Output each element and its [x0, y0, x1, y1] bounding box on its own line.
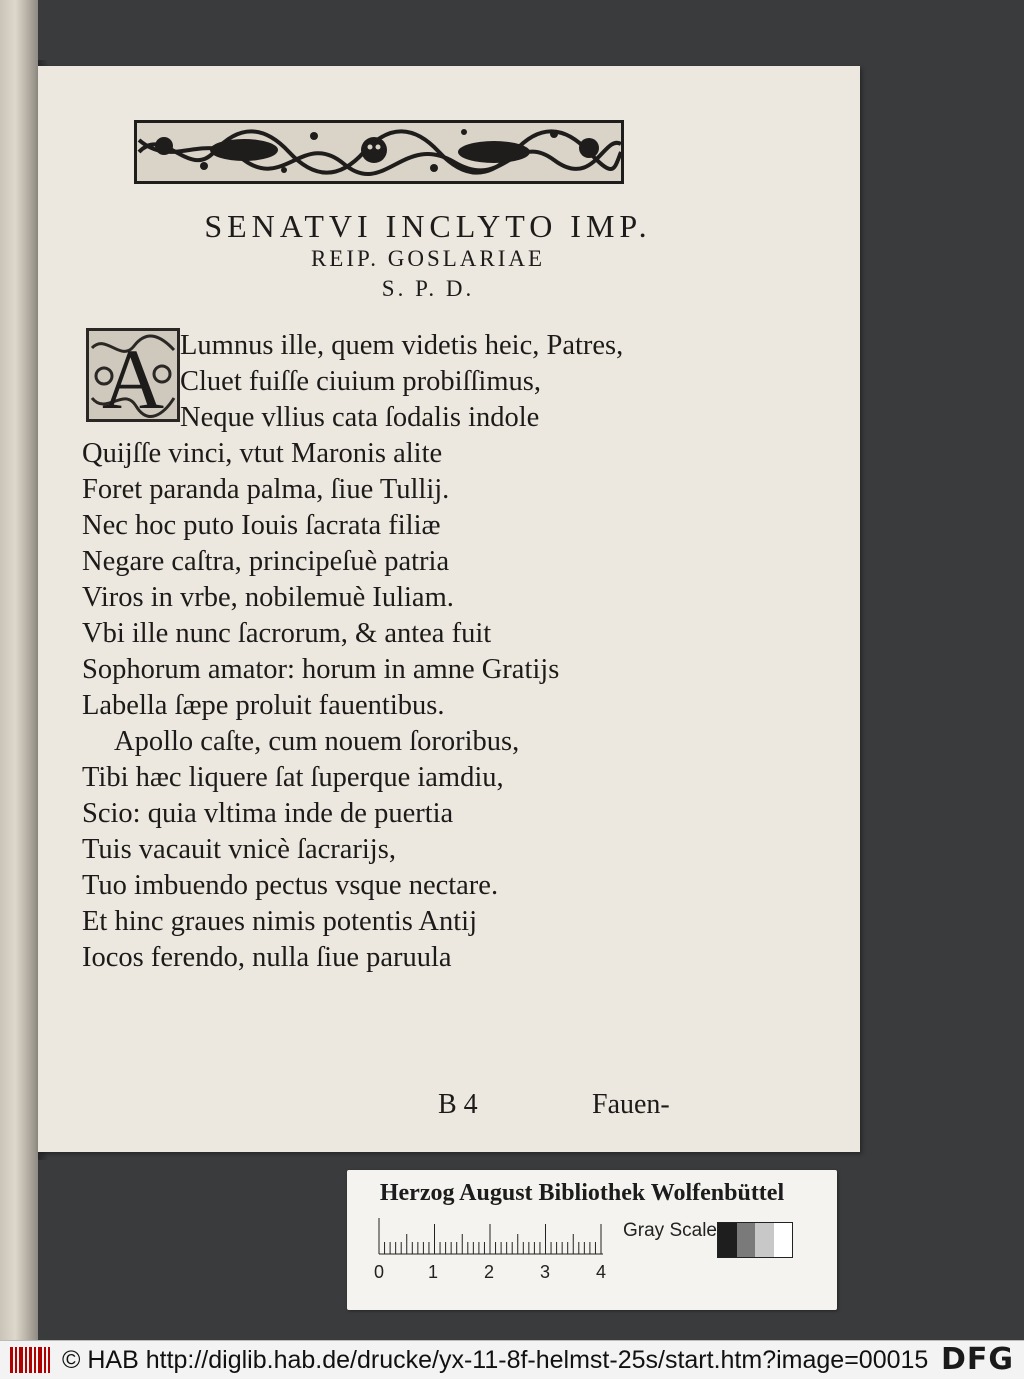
ruler-number: 0	[373, 1262, 385, 1282]
verse-line: Cluet fuiſſe ciuium probiſſimus,	[180, 366, 541, 397]
verse-line: Tuis vacauit vnicè ſacrarijs,	[82, 834, 396, 865]
verse-line: Iocos ferendo, nulla ſiue paruula	[82, 942, 452, 973]
verse-text	[38, 324, 860, 1004]
ruler-icon	[371, 1216, 611, 1296]
ruler-number: 1	[427, 1262, 439, 1282]
initial-letter: A	[101, 331, 165, 422]
verse-line: Lumnus ille, quem videtis heic, Patres,	[180, 330, 624, 361]
ruler-number: 3	[539, 1262, 551, 1282]
binding-edge	[0, 0, 38, 1340]
verse-line: Foret paranda palma, ſiue Tullij.	[82, 474, 450, 505]
verse-line: Quijſſe vinci, vtut Maronis alite	[82, 438, 443, 469]
gray-swatch	[755, 1223, 774, 1257]
heading-line-1: SENATVI INCLYTO IMP.	[204, 208, 652, 244]
gray-scale-swatches	[717, 1222, 793, 1258]
scale-card	[347, 1170, 837, 1310]
ruler-number: 4	[595, 1262, 607, 1282]
ornament-headpiece-icon	[134, 120, 624, 184]
verse-line: Et hinc graues nimis potentis Antij	[82, 906, 478, 937]
status-bar	[0, 1340, 1024, 1379]
verse-line: Negare caſtra, principeſuè patria	[82, 546, 450, 577]
verse-line: Sophorum amator: horum in amne Gratijs	[82, 654, 560, 685]
gray-scale-label: Gray Scale	[623, 1220, 717, 1241]
barcode-icon	[10, 1347, 50, 1373]
verse-line: Labella ſæpe proluit fauentibus.	[82, 690, 445, 721]
scanned-page	[38, 66, 860, 1152]
gray-swatch	[737, 1223, 756, 1257]
gray-swatch	[774, 1223, 793, 1257]
library-title: Herzog August Bibliothek Wolfenbüttel	[379, 1180, 785, 1206]
ruler-number: 2	[483, 1262, 495, 1282]
gray-swatch	[718, 1223, 737, 1257]
verse-line: Tuo imbuendo pectus vsque nectare.	[82, 870, 499, 901]
verse-line: Viros in vrbe, nobilemuè Iuliam.	[82, 582, 454, 613]
verse-line: Neque vllius cata ſodalis indole	[180, 402, 540, 433]
signature-mark: B 4	[438, 1089, 478, 1120]
verse-line: Scio: quia vltima inde de puertia	[82, 798, 454, 829]
verse-line: Apollo caſte, cum nouem ſororibus,	[114, 726, 520, 757]
heading-line-2: REIP. GOSLARIAE	[310, 246, 546, 271]
dfg-logo: DFG	[937, 1342, 1014, 1378]
catchword: Fauen-	[592, 1089, 670, 1120]
verse-line: Tibi hæc liquere ſat ſuperque iamdiu,	[82, 762, 504, 793]
heading-line-3: S. P. D.	[381, 276, 475, 301]
verse-line: Vbi ille nunc ſacrorum, & antea fuit	[82, 618, 492, 649]
source-url[interactable]: © HAB http://diglib.hab.de/drucke/yx-11-8f-helmst-25s/start.htm?image=00015	[62, 1346, 929, 1374]
verse-line: Nec hoc puto Iouis ſacrata filiæ	[82, 510, 441, 541]
